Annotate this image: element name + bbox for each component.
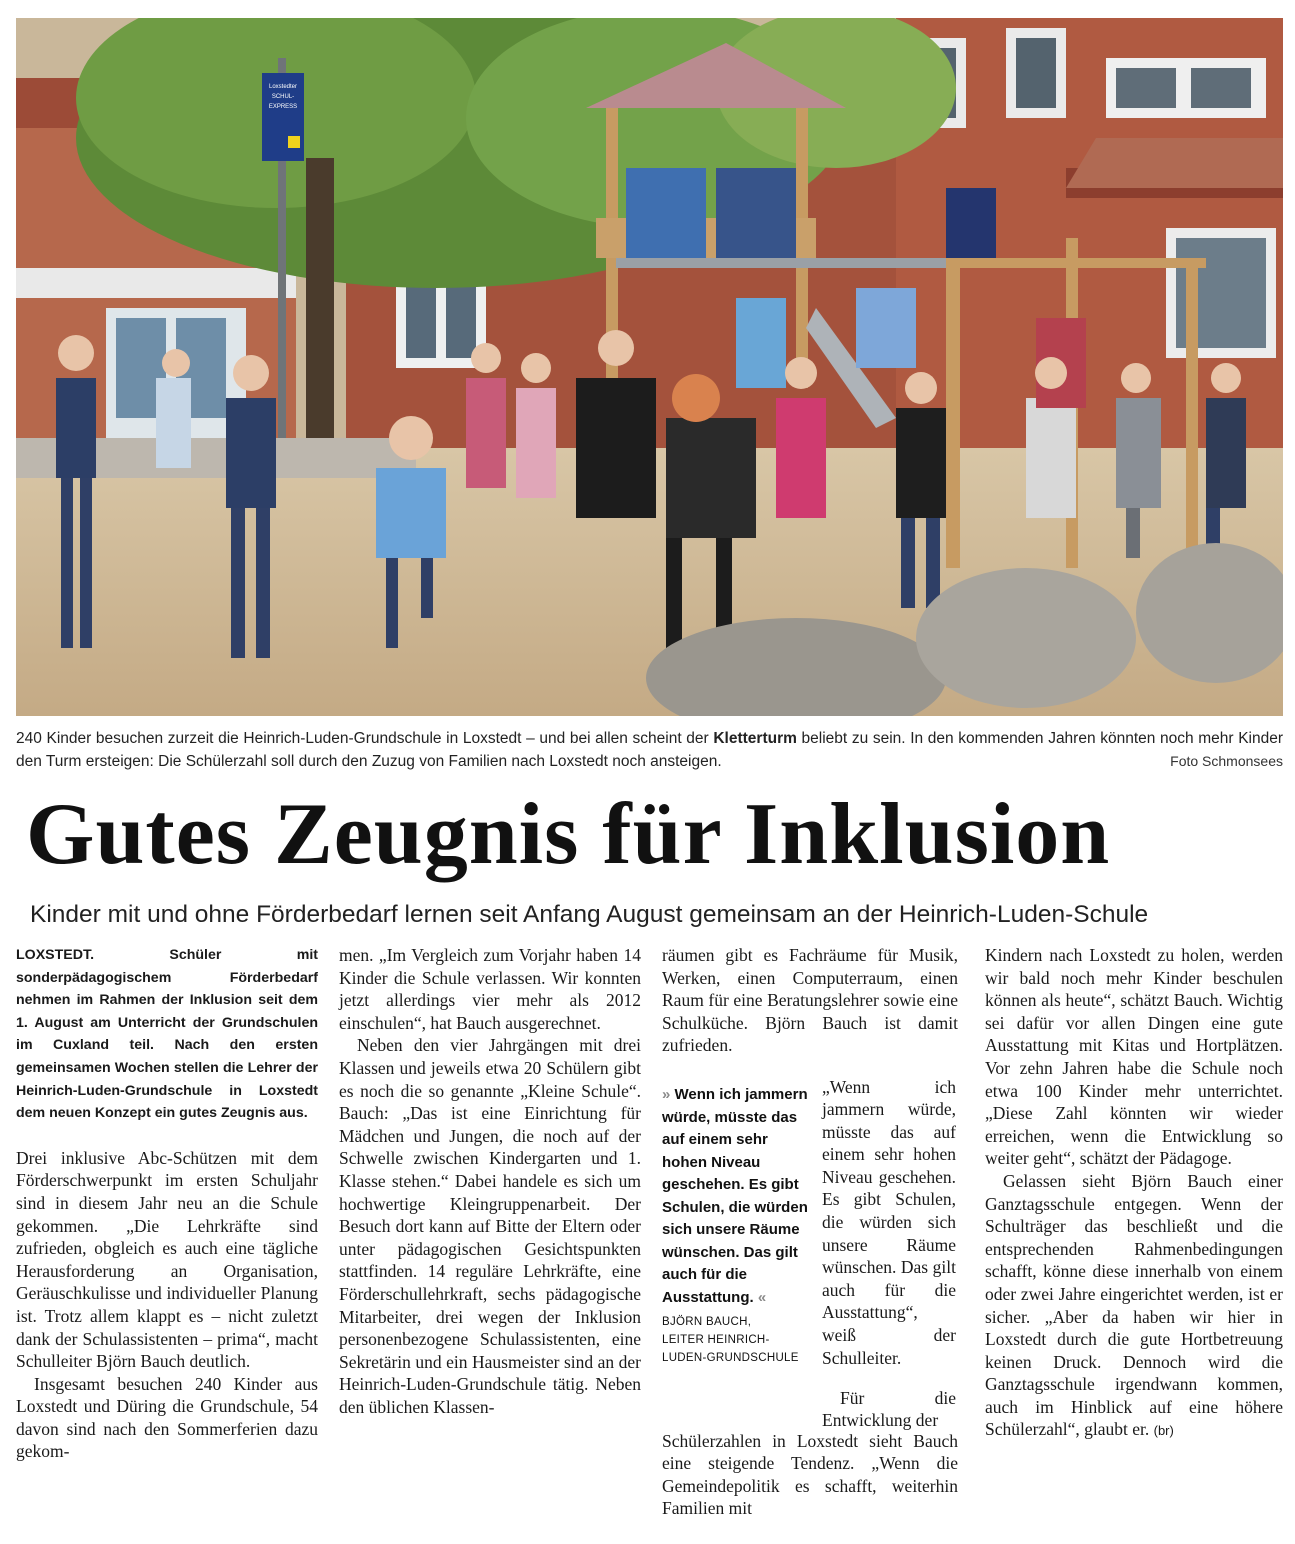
quote-open-mark: »	[662, 1086, 671, 1103]
paragraph: Neben den vier Jahrgängen mit drei Klassen und jeweils etwa 20 Schülern gibt es noch die so genannte „Kleine Schule“. Bauch: „Das ist eine Einrichtung für Mädchen und Jungen, die noch auf der Schwelle zwischen Kindergarten und 1. Klasse stehen.“ Dabei handele es sich um hochwertige Kleingruppenarbeit. Der Besuch dort kann auf Bitte der Eltern oder unter pädagogischen Gesichtspunkten stattfinden. 14 reguläre Lehrkräfte, eine Förderschullehrkraft, sechs pädagogische Mitarbeiter, drei wegen der Inklusion personenbezogene Schulassistenten, eine Sekretärin und ein Hausmeister sind an der Heinrich-Luden-Grundschule tätig. Neben den üblichen Klassen-	[339, 1035, 641, 1417]
paragraph: men. „Im Vergleich zum Vorjahr haben 14 Kinder die Schule verlassen. Wir konnten jetzt allerdings vier mehr als 2012 einschulen“, hat Bauch ausgerechnet.	[339, 945, 641, 1033]
photo-sign-text: Loxstedter	[268, 84, 298, 90]
caption-text-part1: 240 Kinder besuchen zurzeit die Heinrich-Luden-Grundschule in Loxstedt – und bei allen scheint der	[16, 730, 714, 747]
column-3-tail	[662, 1412, 958, 1537]
svg-text:EXPRESS: EXPRESS	[268, 104, 298, 110]
quote-author-role: LEITER HEINRICH-LUDEN-GRUNDSCHULE	[662, 1334, 799, 1364]
article-photo	[16, 18, 1283, 716]
paragraph: Schülerzahlen in Loxstedt sieht Bauch eine steigende Tendenz. „Wenn die Gemeindepolitik es schafft, weiterhin Familien mit	[662, 1430, 958, 1519]
paragraph: Insgesamt besuchen 240 Kinder aus Loxstedt und Düring die Grundschule, 54 davon sind nach den Sommerferien dazu gekom-	[16, 1373, 318, 1462]
column-2	[339, 944, 641, 1418]
quote-close-mark: «	[757, 1288, 767, 1306]
caption-bold-word: Kletterturm	[713, 730, 797, 747]
paragraph	[985, 1170, 1283, 1443]
paragraph: Drei inklusive Abc-Schützen mit dem Förderschwerpunkt im ersten Schuljahr sind in diesem Jahr neu an die Schule gekommen. „Die Lehrkräfte sind zufrieden, obgleich es auch eine tägliche Herausforderung an Organisation, Geräuschkulisse und individueller Planung ist. Trotz allem klappt es – nicht zuletzt dank der Schulassistenten – prima“, macht Schulleiter Björn Bauch deutlich.	[16, 1147, 318, 1372]
quote-author	[662, 1313, 812, 1367]
paragraph: Kindern nach Loxstedt zu holen, werden wir bald noch mehr Kinder beschulen können als heute“, schätzt Bauch. Wichtig sei dafür vor allen Dingen eine gute Ausstattung mit Kitas und Hortplätzen. Vor zehn Jahren habe die Schule noch etwa 100 Kinder mehr unterrichtet. „Diese Zahl könnten wir wieder erreichen, wenn die Entwicklung so weiter geht“, schätzt der Pädagoge.	[985, 945, 1283, 1169]
quote-author-name: BJÖRN BAUCH,	[662, 1316, 752, 1328]
article-subheadline: Kinder mit und ohne Förderbedarf lernen seit Anfang August gemeinsam an der Heinrich-Luden-Schule	[30, 901, 1149, 928]
quote-text: Wenn ich jammern würde, müsste das auf einem sehr hohen Niveau geschehen. Es gibt Schulen, die würden sich unsere Räume wünschen. Das gilt auch für die Ausstattung.	[662, 1086, 808, 1306]
paragraph-text: Gelassen sieht Björn Bauch einer Ganztagsschule entgegen. Wenn der Schulträger das beschließt und die entsprechenden Rahmenbedingungen schafft, könne diese innerhalb von einem oder zwei Jahre eingerichtet werden, ist er sicher. „Aber da haben wir hier in Loxstedt durch die gute Hortbetreuung keinen Druck. Dennoch wird die Ganztagsschule irgendwann kommen, auch im Hinblick auf eine höhere Schülerzahl“, glaubt er.	[985, 1170, 1283, 1440]
column-3-narrow	[822, 1058, 956, 1449]
paragraph: räumen gibt es Fachräume für Musik, Werken, einen Computerraum, einen Raum für eine Beratungslehrer sowie eine Schulküche. Björn Bauch ist damit zufrieden.	[662, 945, 958, 1056]
photo-caption	[16, 727, 1283, 773]
author-sign: (br)	[1153, 1423, 1174, 1439]
svg-text:SCHUL-: SCHUL-	[271, 94, 295, 100]
article-lead: LOXSTEDT. Schüler mit sonderpädagogischem Förderbedarf nehmen im Rahmen der Inklusion seit dem 1. August am Unterricht der Grundschulen im Cuxland teil. Nach den ersten gemeinsamen Wochen stellen die Lehrer der Heinrich-Luden-Grundschule in Loxstedt dem neuen Konzept ein gutes Zeugnis aus.	[16, 947, 318, 1122]
column-3	[662, 944, 958, 1057]
pull-quote	[662, 1084, 812, 1367]
column-1	[16, 944, 318, 1463]
photo-credit: Foto Schmonsees	[1170, 753, 1283, 769]
article-headline: Gutes Zeugnis für Inklusion	[26, 786, 1111, 883]
paragraph: Für die Entwicklung der	[822, 1387, 956, 1431]
schoolyard-photo-illustration	[16, 18, 1283, 716]
caption-text-part2: beliebt zu sein. In den kommenden Jahren könnten noch mehr Kinder den Turm ersteigen: Die Schülerzahl soll durch den Zuzug von Familien nach Loxstedt noch ansteigen.	[16, 730, 1284, 770]
paragraph: „Wenn ich jammern würde, müsste das auf einem sehr hohen Niveau geschehen. Es gibt Schulen, die würden sich unsere Räume wünschen. Das gilt auch für die Ausstattung“, weiß der Schulleiter.	[822, 1076, 956, 1368]
column-4	[985, 944, 1283, 1443]
article-body	[16, 944, 1283, 1534]
